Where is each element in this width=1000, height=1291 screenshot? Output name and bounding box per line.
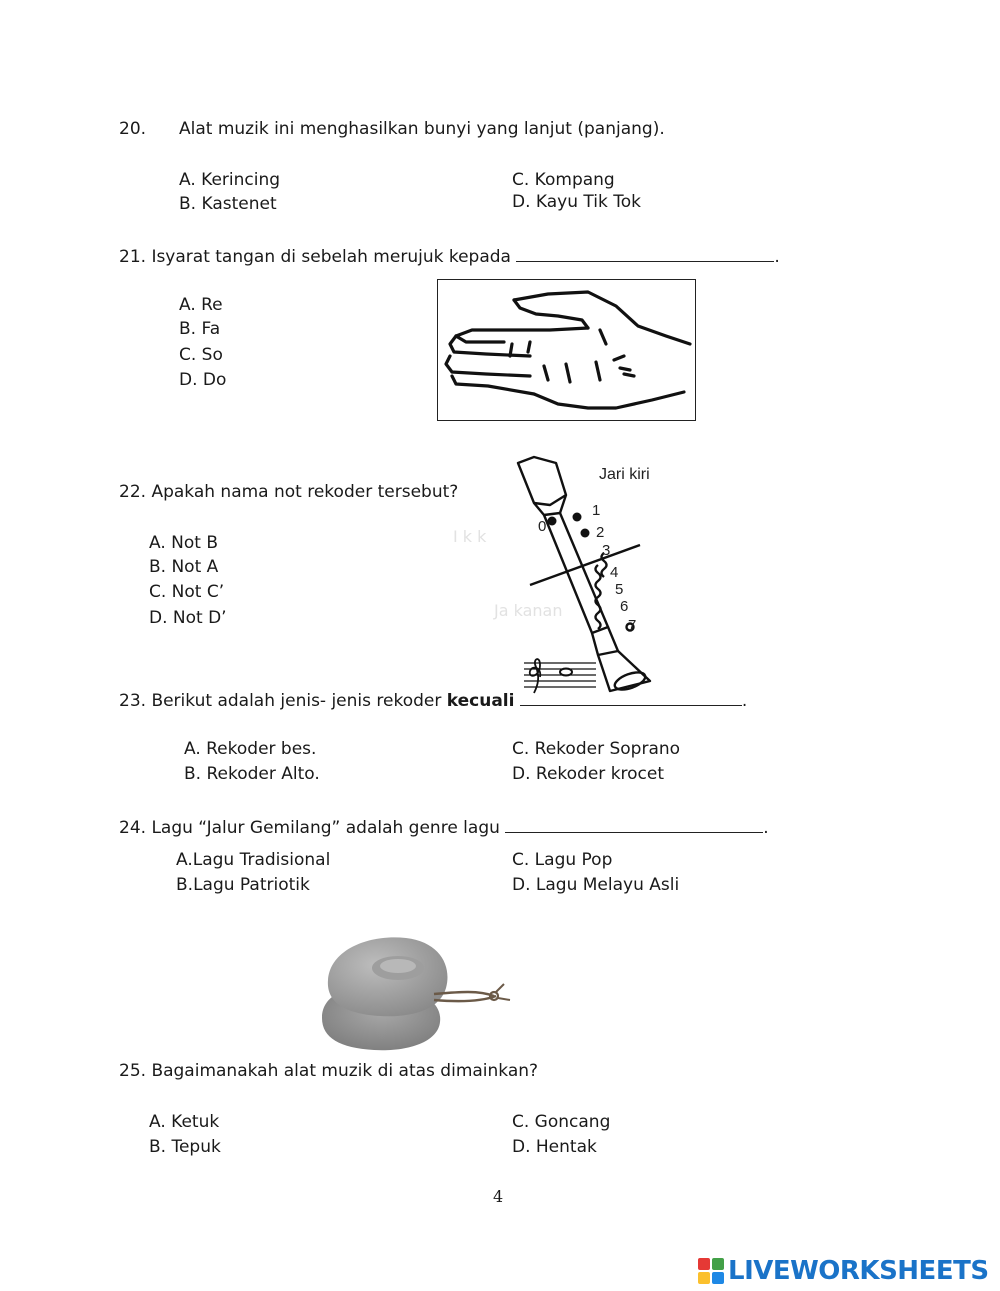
- recorder-hole-label-5: 5: [615, 581, 624, 598]
- page-number: 4: [493, 1187, 504, 1206]
- recorder-hole-label-6: 6: [620, 598, 629, 615]
- recorder-hole-label-1: 1: [592, 502, 601, 519]
- q21-option-c[interactable]: C. So: [179, 345, 223, 365]
- logo-tiles-icon: [698, 1258, 724, 1284]
- q20-option-d[interactable]: D. Kayu Tik Tok: [512, 192, 641, 212]
- liveworksheets-logo[interactable]: [698, 1256, 989, 1286]
- q23-answer-blank[interactable]: [520, 691, 742, 706]
- q25-option-d[interactable]: D. Hentak: [512, 1137, 597, 1157]
- logo-tile: [698, 1272, 710, 1284]
- recorder-ghost-text-left: I k k: [453, 527, 487, 546]
- q22-option-d[interactable]: D. Not D’: [149, 608, 227, 628]
- castanets-icon: [322, 937, 510, 1050]
- recorder-title: Jari kiri: [599, 466, 650, 483]
- q23-option-c[interactable]: C. Rekoder Soprano: [512, 739, 681, 759]
- q24-option-c[interactable]: C. Lagu Pop: [512, 850, 613, 870]
- q24-option-a[interactable]: A.Lagu Tradisional: [176, 850, 331, 870]
- recorder-fingering-image: [500, 455, 680, 695]
- recorder-hole-0-covered: [548, 517, 557, 526]
- q23-keyword: kecuali: [446, 691, 515, 711]
- q22-option-b[interactable]: B. Not A: [149, 557, 219, 577]
- recorder-hole-label-4: 4: [610, 564, 619, 581]
- recorder-hole-label-2: 2: [596, 524, 605, 541]
- q25-option-c[interactable]: C. Goncang: [512, 1112, 611, 1132]
- recorder-fingering-icon: [518, 457, 650, 693]
- q22-question: 22. Apakah nama not rekoder tersebut?: [119, 482, 459, 502]
- q21-option-b[interactable]: B. Fa: [179, 319, 221, 339]
- logo-tile: [698, 1258, 710, 1270]
- hand-sign-icon: [438, 280, 694, 419]
- logo-tile: [712, 1258, 724, 1270]
- q21-option-d[interactable]: D. Do: [179, 370, 227, 390]
- recorder-ghost-text-right: Ja kanan: [494, 601, 563, 620]
- recorder-hole-label-0: 0: [538, 518, 547, 535]
- recorder-hole-label-7: 7: [628, 617, 637, 634]
- q23-question: 23. Berikut adalah jenis- jenis rekoder kecuali .: [119, 691, 748, 711]
- hand-sign-image: [437, 279, 696, 421]
- q24-question: 24. Lagu “Jalur Gemilang” adalah genre lagu .: [119, 818, 769, 838]
- q25-option-a[interactable]: A. Ketuk: [149, 1112, 220, 1132]
- q23-option-d[interactable]: D. Rekoder krocet: [512, 764, 665, 784]
- recorder-hole-2-covered: [581, 529, 590, 538]
- q22-option-a[interactable]: A. Not B: [149, 533, 218, 553]
- q22-option-c[interactable]: C. Not C’: [149, 582, 225, 602]
- q20-question: Alat muzik ini menghasilkan bunyi yang lanjut (panjang).: [179, 119, 665, 139]
- q20-option-b[interactable]: B. Kastenet: [179, 194, 277, 214]
- music-staff-icon: [524, 659, 596, 693]
- recorder-hole-1-covered: [573, 513, 582, 522]
- q24-answer-blank[interactable]: [505, 818, 763, 833]
- castanets-image: [318, 930, 518, 1055]
- q24-option-b[interactable]: B.Lagu Patriotik: [176, 875, 310, 895]
- q20-number: 20.: [119, 119, 147, 139]
- q25-question: 25. Bagaimanakah alat muzik di atas dimainkan?: [119, 1061, 539, 1081]
- logo-text: LIVEWORKSHEETS: [728, 1256, 989, 1286]
- q21-option-a[interactable]: A. Re: [179, 295, 223, 315]
- q23-option-b[interactable]: B. Rekoder Alto.: [184, 764, 320, 784]
- q20-option-c[interactable]: C. Kompang: [512, 170, 615, 190]
- logo-tile: [712, 1272, 724, 1284]
- q25-option-b[interactable]: B. Tepuk: [149, 1137, 221, 1157]
- q21-question: 21. Isyarat tangan di sebelah merujuk kepada .: [119, 247, 780, 267]
- q23-option-a[interactable]: A. Rekoder bes.: [184, 739, 317, 759]
- q24-option-d[interactable]: D. Lagu Melayu Asli: [512, 875, 680, 895]
- q20-option-a[interactable]: A. Kerincing: [179, 170, 281, 190]
- q21-answer-blank[interactable]: [516, 247, 774, 262]
- recorder-hole-label-3: 3: [602, 542, 611, 559]
